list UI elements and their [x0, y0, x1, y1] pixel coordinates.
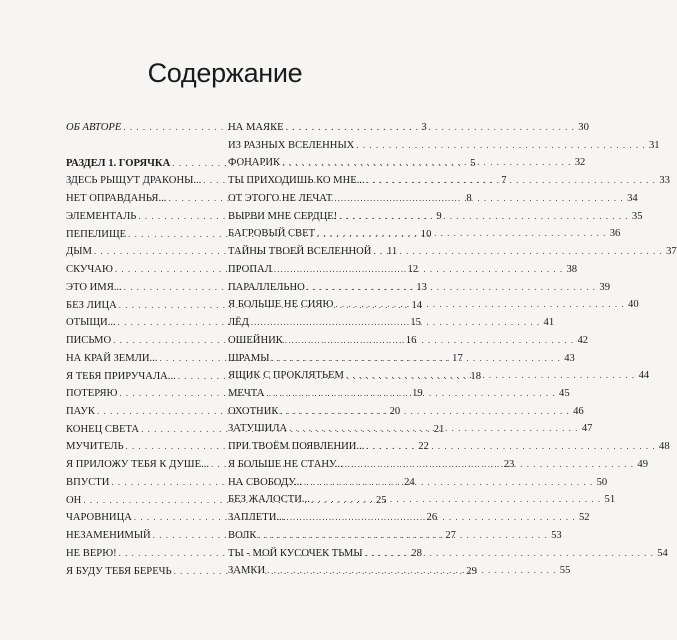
toc-entry-title: ТЫ ПРИХОДИШЬ КО МНЕ... — [228, 175, 365, 187]
toc-entry-title: ОХОТНИК — [228, 405, 279, 417]
toc-entry — [228, 172, 670, 190]
toc-entry-page-number: 11 — [386, 246, 398, 258]
toc-entry-title: НА МАЯКЕ — [228, 122, 284, 133]
toc-entry-title: ШРАМЫ — [228, 352, 270, 364]
toc-entry-title: ОТЫЩИ... — [66, 317, 116, 329]
toc-entry-page-number: 38 — [566, 263, 578, 275]
dot-leader — [356, 137, 645, 155]
toc-entry-page-number: 39 — [599, 281, 611, 293]
toc-entry-title: РАЗДЕЛ 1. ГОРЯЧКА — [66, 157, 171, 169]
toc-entry-page-number: 24 — [404, 476, 415, 488]
toc-entry-page-number: 40 — [628, 299, 639, 311]
toc-entry-title: ТАЙНЫ ТВОЕЙ ВСЕЛЕННОЙ — [228, 246, 372, 258]
toc-entry-page-number: 21 — [433, 423, 445, 435]
dot-leader — [346, 367, 635, 385]
toc-entry-title: Я БУДУ ТЕБЯ БЕРЕЧЬ — [66, 565, 172, 577]
toc-entry-title: ТЫ - МОЙ КУСОЧЕК ТЬМЫ — [228, 547, 363, 559]
toc-entry-title: ЛЁД — [228, 317, 249, 329]
toc-entry — [228, 491, 616, 509]
toc-entry-page-number: 54 — [657, 547, 668, 559]
toc-entry-page-number: 12 — [407, 264, 419, 276]
dot-leader — [304, 474, 593, 492]
toc-entry-title: СКУЧАЮ — [66, 264, 113, 276]
toc-entry-title: ПЕПЕЛИЩЕ — [66, 228, 127, 240]
toc-entry-title: ВОЛК — [228, 529, 257, 541]
toc-entry-title: БАГРОВЫЙ СВЕТ — [228, 228, 316, 240]
toc-entry-title: ПИСЬМО — [66, 335, 112, 347]
toc-entry-title: Я ТЕБЯ ПРИРУЧАЛА... — [66, 370, 176, 382]
dot-leader — [335, 296, 624, 314]
toc-entry-title: Я ПРИЛОЖУ ТЕБЯ К ДУШЕ... — [66, 459, 210, 471]
toc-entry-title: ЯЩИК С ПРОКЛЯТЬЕМ — [228, 370, 344, 382]
dot-leader — [307, 279, 596, 297]
toc-entry — [228, 137, 660, 155]
toc-entry-title: НА КРАЙ ЗЕМЛИ... — [66, 352, 158, 364]
dot-leader — [373, 243, 662, 261]
toc-entry-title: Я БОЛЬШЕ НЕ СТАНУ... — [228, 458, 343, 470]
toc-entry-page-number: 33 — [659, 175, 670, 187]
toc-entry-title: МЕЧТА — [228, 388, 265, 400]
dot-leader — [282, 154, 571, 172]
dot-leader — [365, 545, 654, 563]
dot-leader — [334, 190, 623, 208]
toc-entry-title: БЕЗ ЛИЦА — [66, 299, 117, 311]
toc-entry-page-number: 35 — [631, 210, 643, 222]
dot-leader — [280, 403, 569, 421]
toc-entry-page-number: 3 — [421, 122, 427, 133]
toc-entry-title: НА СВОБОДУ... — [228, 476, 302, 488]
toc-entry-page-number: 26 — [426, 512, 438, 524]
toc-entry-title: ВЫРВИ МНЕ СЕРДЦЕ! — [228, 210, 338, 222]
toc-entry-page-number: 27 — [445, 530, 456, 542]
toc-entry-page-number: 51 — [604, 494, 616, 506]
toc-entry-title: ОН — [66, 494, 82, 506]
dot-leader — [266, 385, 555, 403]
toc-entry-page-number: 22 — [418, 441, 429, 453]
toc-entry-page-number: 34 — [627, 192, 638, 204]
dot-leader — [285, 332, 574, 350]
toc-entry-page-number: 25 — [375, 494, 387, 506]
dot-leader — [366, 438, 655, 456]
toc-entry-page-number: 42 — [577, 334, 589, 346]
toc-entry-page-number: 29 — [466, 565, 477, 577]
toc-entry — [228, 208, 643, 226]
toc-entry-title: Я БОЛЬШЕ НЕ СИЯЮ — [228, 299, 334, 311]
toc-entry-page-number: 19 — [412, 388, 423, 400]
toc-entry-page-number: 18 — [470, 370, 481, 382]
toc-entry-page-number: 32 — [574, 157, 586, 169]
toc-entry-page-number: 31 — [649, 139, 660, 151]
dot-leader — [251, 314, 540, 332]
toc-entry-page-number: 9 — [436, 210, 442, 222]
toc-entry-title: ВПУСТИ — [66, 476, 110, 488]
toc-entry-page-number: 47 — [581, 423, 593, 435]
toc-entry-title: ПРИ ТВОЁМ ПОЯВЛЕНИИ... — [228, 441, 365, 453]
dot-leader — [312, 491, 601, 509]
toc-entry-page-number: 48 — [659, 441, 670, 453]
toc-entry-title: ЭЛЕМЕНТАЛЬ — [66, 210, 137, 222]
toc-entry-title: БЕЗ ЖАЛОСТИ... — [228, 494, 310, 506]
toc-entry-title: ЗАМКИ — [228, 565, 266, 577]
dot-leader — [289, 420, 578, 438]
toc-entry-title: МУЧИТЕЛЬ — [66, 441, 124, 453]
toc-entry-title: ЗДЕСЬ РЫЩУТ ДРАКОНЫ... — [66, 175, 202, 187]
toc-entry-page-number: 13 — [416, 281, 427, 293]
dot-leader — [286, 509, 575, 527]
toc-entry-title: ОТ ЭТОГО НЕ ЛЕЧАТ — [228, 192, 333, 204]
page-title: Содержание — [147, 58, 303, 88]
dot-leader — [274, 261, 563, 279]
toc-entry-page-number: 17 — [452, 352, 463, 364]
toc-entry-page-number: 20 — [389, 406, 401, 418]
toc-entry-page-number: 55 — [559, 565, 571, 577]
toc-entry-title: НЕЗАМЕНИМЫЙ — [66, 530, 151, 542]
toc-entry-page-number: 36 — [609, 228, 621, 240]
toc-entry-page-number: 43 — [564, 352, 575, 364]
toc-entry-page-number: 30 — [578, 122, 589, 133]
toc-entry-page-number: 41 — [543, 317, 555, 329]
toc-entry-page-number: 15 — [410, 317, 421, 329]
toc-entry-title: ПАУК — [66, 406, 95, 418]
toc-entry-page-number: 52 — [579, 512, 590, 524]
toc-entry — [228, 154, 586, 172]
toc-entry-page-number: 45 — [559, 388, 570, 400]
toc-entry-title: ЗАТУШИЛА — [228, 423, 288, 435]
toc-entry-title: ЭТО ИМЯ... — [66, 281, 122, 293]
toc-entry-title: ЧАРОВНИЦА — [66, 512, 132, 524]
toc-entry-page-number: 5 — [470, 157, 476, 169]
toc-entry-page-number: 14 — [411, 299, 423, 311]
toc-entry — [228, 119, 589, 137]
toc-entry-title: КОНЕЦ СВЕТА — [66, 423, 140, 435]
toc-entry-page-number: 49 — [637, 458, 648, 470]
toc-entry-title: ПОТЕРЯЮ — [66, 388, 118, 400]
dot-leader — [339, 208, 628, 226]
dot-leader — [367, 172, 656, 190]
toc-entry-title: ЗАПЛЕТИ... — [228, 512, 285, 524]
dot-leader — [258, 527, 547, 545]
toc-entry-title: ОШЕЙНИК — [228, 334, 283, 346]
dot-leader — [345, 456, 634, 474]
toc-entry-title: ПАРАЛЛЕЛЬНО — [228, 281, 305, 293]
toc-entry-title: НЕТ ОПРАВДАНЬЯ... — [66, 193, 167, 205]
toc-entry-page-number: 28 — [411, 547, 422, 559]
dot-leader — [267, 562, 556, 580]
toc-entry-title: ОБ АВТОРЕ — [66, 122, 122, 133]
toc-entry-page-number: 8 — [466, 193, 472, 205]
toc-entry-page-number: 10 — [420, 228, 432, 240]
toc-entry-page-number: 7 — [501, 175, 507, 187]
toc-entry-title: ДЫМ — [66, 246, 92, 258]
toc-entry-page-number: 16 — [405, 335, 417, 347]
toc-entry-title: ИЗ РАЗНЫХ ВСЕЛЕННЫХ — [228, 139, 355, 151]
dot-leader — [317, 225, 606, 243]
toc-entry-page-number: 46 — [573, 405, 584, 417]
dot-leader — [272, 350, 561, 368]
toc-entry-title: НЕ ВЕРЮ! — [66, 547, 117, 559]
dot-leader — [286, 119, 575, 137]
toc-entry-page-number: 44 — [638, 370, 650, 382]
toc-entry — [228, 190, 638, 208]
toc-entry-page-number: 53 — [551, 529, 562, 541]
toc-entry-title: ФОНАРИК — [228, 157, 281, 169]
toc-entry-title: ПРОПАЛ — [228, 263, 272, 275]
toc-entry-page-number: 23 — [503, 459, 515, 471]
toc-entry-page-number: 50 — [596, 476, 608, 488]
toc-entry-page-number: 37 — [666, 246, 677, 258]
